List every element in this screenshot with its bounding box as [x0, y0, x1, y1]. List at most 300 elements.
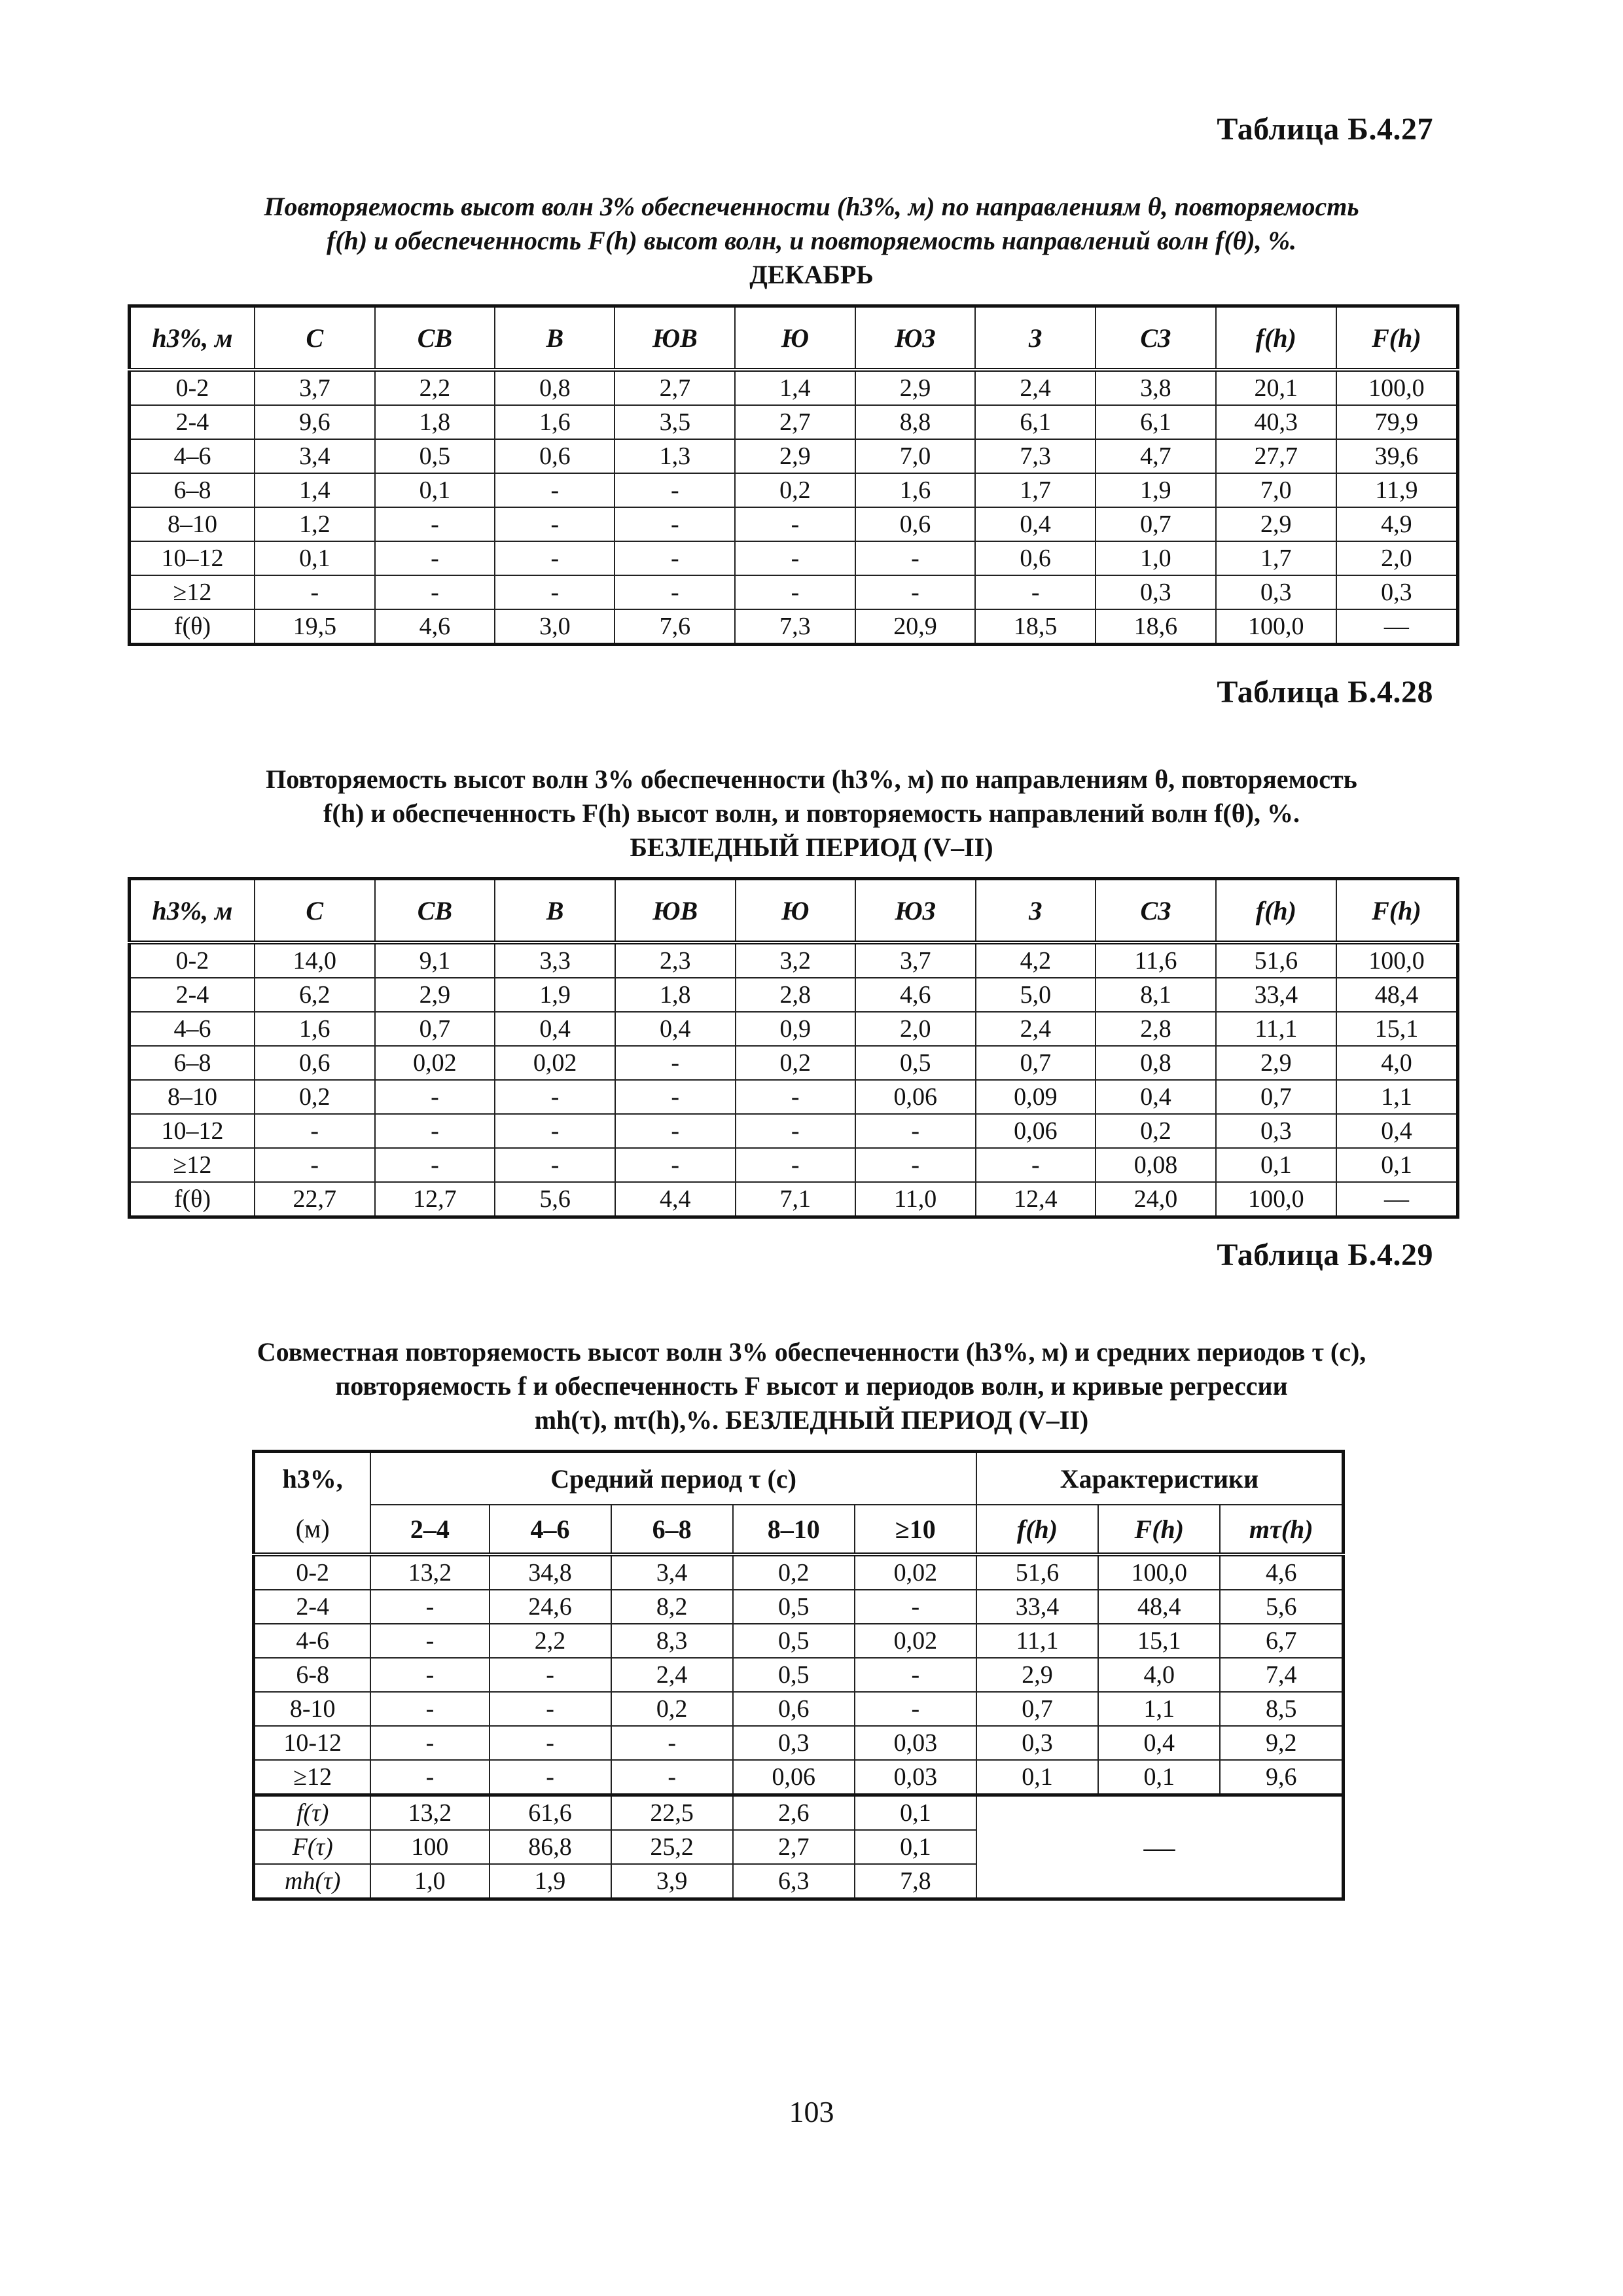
table-cell: -	[490, 1658, 611, 1692]
caption-line-1: Повторяемость высот волн 3% обеспеченности (h3%, м) по направлениям θ, повторяемость	[266, 764, 1357, 794]
table-cell: 0,3	[1336, 575, 1458, 609]
column-header: СВ	[375, 306, 495, 370]
table-cell: -	[855, 1590, 976, 1624]
table-cell: -	[370, 1590, 489, 1624]
table-cell: 9,2	[1220, 1726, 1343, 1760]
table-cell: -	[615, 1080, 736, 1114]
row-header: 8–10	[130, 1080, 255, 1114]
table-cell: -	[375, 1080, 495, 1114]
row-header: ≥12	[130, 1148, 255, 1182]
table-b427	[128, 304, 1459, 646]
table-cell: -	[975, 575, 1096, 609]
table-row	[254, 1726, 1344, 1760]
table-cell: -	[615, 1046, 736, 1080]
table-cell: 7,8	[855, 1864, 976, 1899]
table-caption-b428	[131, 762, 1492, 865]
table-cell: 1,2	[255, 507, 375, 541]
table-cell: 1,3	[615, 439, 735, 473]
table-cell: 19,5	[255, 609, 375, 645]
row-header: 4–6	[130, 439, 255, 473]
row-header: 2-4	[130, 405, 255, 439]
row-header: 0-2	[254, 1554, 371, 1590]
table-cell: —	[1336, 609, 1458, 645]
table-cell: 7,0	[1216, 473, 1336, 507]
table-cell: 1,9	[1096, 473, 1216, 507]
row-header: 6–8	[130, 1046, 255, 1080]
table-cell: 100,0	[1336, 942, 1458, 978]
table-cell: -	[615, 1148, 736, 1182]
table-cell: 5,6	[1220, 1590, 1343, 1624]
table-cell: -	[855, 575, 976, 609]
table-cell: -	[976, 1148, 1096, 1182]
column-header: ≥10	[855, 1505, 976, 1554]
table-cell: —	[1336, 1182, 1458, 1217]
table-cell: 2,2	[375, 370, 495, 405]
column-header: mτ(h)	[1220, 1505, 1343, 1554]
row-header: 2-4	[130, 978, 255, 1012]
table-header-row	[130, 306, 1458, 370]
table-cell: 2,0	[1336, 541, 1458, 575]
table-cell: 0,3	[1096, 575, 1216, 609]
table-cell: 2,8	[736, 978, 855, 1012]
table-cell: 2,4	[611, 1658, 733, 1692]
table-cell: -	[370, 1726, 489, 1760]
table-row	[130, 473, 1458, 507]
table-cell: 2,9	[735, 439, 855, 473]
column-header: f(h)	[1216, 306, 1336, 370]
table-cell: 0,3	[976, 1726, 1098, 1760]
table-cell: 0,6	[255, 1046, 375, 1080]
table-cell: 1,1	[1098, 1692, 1220, 1726]
table-cell: 5,6	[495, 1182, 615, 1217]
table-cell: 4,7	[1096, 439, 1216, 473]
caption-line-2: повторяемость f и обеспеченность F высот и периодов волн, и кривые регрессии	[335, 1371, 1288, 1401]
table-cell: -	[370, 1692, 489, 1726]
caption-line-2: f(h) и обеспеченность F(h) высот волн, и повторяемость направлений волн f(θ), %.	[323, 798, 1300, 828]
table-cell: 14,0	[255, 942, 375, 978]
table-cell: 1,4	[255, 473, 375, 507]
table-cell: -	[370, 1658, 489, 1692]
table-label-b428: Таблица Б.4.28	[1217, 675, 1433, 709]
table-label-b427: Таблица Б.4.27	[1217, 112, 1433, 147]
row-header: 0-2	[130, 942, 255, 978]
table-cell: -	[735, 507, 855, 541]
column-header: f(h)	[976, 1505, 1098, 1554]
table-cell: 2,3	[615, 942, 736, 978]
table-row	[130, 405, 1458, 439]
table-cell: -	[375, 541, 495, 575]
table-cell: 25,2	[611, 1830, 733, 1864]
table-cell: 12,7	[375, 1182, 495, 1217]
table-cell: -	[736, 1148, 855, 1182]
table-cell: 100,0	[1336, 370, 1458, 405]
header-group-period: Средний период τ (с)	[370, 1452, 976, 1505]
row-header: 2-4	[254, 1590, 371, 1624]
table-header-row	[130, 879, 1458, 943]
column-header: СВ	[375, 879, 495, 943]
table-cell: 5,0	[976, 978, 1096, 1012]
table-cell: -	[255, 1148, 375, 1182]
table-cell: 0,1	[1336, 1148, 1458, 1182]
table-cell: 3,5	[615, 405, 735, 439]
table-cell: 4,6	[375, 609, 495, 645]
table-cell: 0,4	[495, 1012, 615, 1046]
table-cell: 48,4	[1098, 1590, 1220, 1624]
row-header: 8-10	[254, 1692, 371, 1726]
table-cell: -	[255, 575, 375, 609]
table-caption-b429	[131, 1335, 1492, 1437]
table-cell: 3,9	[611, 1864, 733, 1899]
header-h: h3%,	[254, 1452, 371, 1505]
table-cell: 0,4	[615, 1012, 736, 1046]
table-cell: 7,3	[975, 439, 1096, 473]
row-header: 10-12	[254, 1726, 371, 1760]
column-header: ЮЗ	[855, 306, 976, 370]
table-cell: 22,7	[255, 1182, 375, 1217]
table-group-header-row	[254, 1452, 1344, 1505]
table-cell: 1,8	[615, 978, 736, 1012]
table-cell: 2,9	[1216, 1046, 1336, 1080]
column-header: З	[976, 879, 1096, 943]
table-cell: 3,3	[495, 942, 615, 978]
table-cell: -	[375, 507, 495, 541]
table-cell: 1,6	[855, 473, 976, 507]
table-row	[130, 1046, 1458, 1080]
table-cell: -	[370, 1624, 489, 1658]
table-cell: 11,1	[1216, 1012, 1336, 1046]
table-cell: 6,3	[733, 1864, 855, 1899]
table-cell: 0,2	[1096, 1114, 1216, 1148]
table-cell: 0,03	[855, 1726, 976, 1760]
table-cell: 1,9	[490, 1864, 611, 1899]
table-cell: 3,7	[255, 370, 375, 405]
table-row	[130, 1182, 1458, 1217]
table-cell: 4,6	[1220, 1554, 1343, 1590]
table-cell: 6,7	[1220, 1624, 1343, 1658]
table-caption-b427	[131, 190, 1492, 292]
table-cell: 2,7	[615, 370, 735, 405]
table-cell: -	[495, 575, 615, 609]
table-cell: -	[735, 541, 855, 575]
table-cell: 0,2	[733, 1554, 855, 1590]
column-header: h3%, м	[130, 879, 255, 943]
row-header: 4-6	[254, 1624, 371, 1658]
table-cell: 6,1	[1096, 405, 1216, 439]
table-cell: 2,9	[375, 978, 495, 1012]
table-cell: 12,4	[976, 1182, 1096, 1217]
table-cell: 79,9	[1336, 405, 1458, 439]
table-cell: 0,09	[976, 1080, 1096, 1114]
row-header: 10–12	[130, 541, 255, 575]
table-cell: 100	[370, 1830, 489, 1864]
table-cell: -	[255, 1114, 375, 1148]
table-cell: 1,8	[375, 405, 495, 439]
table-cell: 0,3	[1216, 1114, 1336, 1148]
table-cell: 2,6	[733, 1795, 855, 1831]
table-cell: 33,4	[976, 1590, 1098, 1624]
table-cell: -	[615, 473, 735, 507]
table-cell: 1,1	[1336, 1080, 1458, 1114]
caption-line-2: f(h) и обеспеченность F(h) высот волн, и повторяемость направлений волн f(θ), %.	[326, 226, 1297, 255]
table-cell: 3,4	[255, 439, 375, 473]
table-cell: 86,8	[490, 1830, 611, 1864]
table-row	[254, 1692, 1344, 1726]
table-cell: 4,0	[1098, 1658, 1220, 1692]
table-cell: 0,5	[375, 439, 495, 473]
table-row	[254, 1554, 1344, 1590]
table-cell: 3,7	[855, 942, 976, 978]
table-cell: 3,0	[495, 609, 615, 645]
table-cell: -	[375, 1148, 495, 1182]
column-header: ЮЗ	[855, 879, 976, 943]
table-cell: 0,02	[375, 1046, 495, 1080]
table-cell: 3,8	[1096, 370, 1216, 405]
table-cell: -	[495, 541, 615, 575]
table-cell: -	[855, 1658, 976, 1692]
table-cell: -	[495, 1148, 615, 1182]
table-cell: 15,1	[1336, 1012, 1458, 1046]
caption-line-3: mh(τ), mτ(h),%. БЕЗЛЕДНЫЙ ПЕРИОД (V–II)	[534, 1405, 1089, 1435]
table-row	[254, 1590, 1344, 1624]
table-cell: 1,6	[495, 405, 615, 439]
column-header: h3%, м	[130, 306, 255, 370]
table-cell: 51,6	[1216, 942, 1336, 978]
table-row	[130, 978, 1458, 1012]
table-cell: 9,6	[255, 405, 375, 439]
table-row	[130, 439, 1458, 473]
table-row	[130, 942, 1458, 978]
table-cell: 13,2	[370, 1795, 489, 1831]
column-header: 2–4	[370, 1505, 489, 1554]
table-cell: 7,1	[736, 1182, 855, 1217]
table-cell: 24,6	[490, 1590, 611, 1624]
table-cell: 0,1	[1216, 1148, 1336, 1182]
table-cell: 0,08	[1096, 1148, 1216, 1182]
table-cell: 22,5	[611, 1795, 733, 1831]
table-cell: 0,2	[736, 1046, 855, 1080]
table-cell: 4,2	[976, 942, 1096, 978]
table-cell: 0,6	[495, 439, 615, 473]
table-cell: 51,6	[976, 1554, 1098, 1590]
summary-row	[254, 1795, 1344, 1831]
row-header: 6-8	[254, 1658, 371, 1692]
table-cell: 11,1	[976, 1624, 1098, 1658]
table-cell: 7,0	[855, 439, 976, 473]
table-cell: 4,6	[855, 978, 976, 1012]
table-cell: 0,1	[255, 541, 375, 575]
table-cell: 1,0	[1096, 541, 1216, 575]
table-cell: -	[370, 1760, 489, 1795]
table-cell: 0,7	[1216, 1080, 1336, 1114]
column-header: 8–10	[733, 1505, 855, 1554]
caption-line-1: Совместная повторяемость высот волн 3% обеспеченности (h3%, м) и средних периодов τ (с),	[257, 1337, 1366, 1367]
row-header: 6–8	[130, 473, 255, 507]
table-cell: 0,4	[975, 507, 1096, 541]
table-cell: 0,06	[855, 1080, 976, 1114]
table-cell: -	[855, 1692, 976, 1726]
table-row	[130, 1114, 1458, 1148]
table-cell: 0,5	[733, 1590, 855, 1624]
table-cell: 1,6	[255, 1012, 375, 1046]
table-row	[130, 507, 1458, 541]
table-cell: 11,0	[855, 1182, 976, 1217]
table-cell: 2,9	[855, 370, 976, 405]
table-cell: 0,1	[1098, 1760, 1220, 1795]
table-cell: -	[495, 1114, 615, 1148]
table-cell: 0,5	[733, 1624, 855, 1658]
table-row	[130, 1012, 1458, 1046]
table-cell: 0,03	[855, 1760, 976, 1795]
table-cell: -	[855, 1148, 976, 1182]
table-cell: 9,1	[375, 942, 495, 978]
table-b429	[252, 1450, 1345, 1901]
table-cell: 2,0	[855, 1012, 976, 1046]
table-cell: 0,1	[375, 473, 495, 507]
table-cell: 4,9	[1336, 507, 1458, 541]
row-header: f(θ)	[130, 609, 255, 645]
column-header: З	[975, 306, 1096, 370]
row-header: 4–6	[130, 1012, 255, 1046]
table-row	[254, 1658, 1344, 1692]
table-cell: 0,4	[1336, 1114, 1458, 1148]
table-cell: -	[735, 575, 855, 609]
table-cell: -	[615, 575, 735, 609]
row-header: 10–12	[130, 1114, 255, 1148]
table-cell: 15,1	[1098, 1624, 1220, 1658]
column-header: F(h)	[1336, 879, 1458, 943]
table-cell: 0,6	[975, 541, 1096, 575]
table-cell: 1,9	[495, 978, 615, 1012]
table-cell: 8,1	[1096, 978, 1216, 1012]
table-cell: 0,1	[976, 1760, 1098, 1795]
column-header: 6–8	[611, 1505, 733, 1554]
table-cell: 100,0	[1216, 609, 1336, 645]
row-header: 0-2	[130, 370, 255, 405]
table-cell: 6,1	[975, 405, 1096, 439]
table-b428	[128, 877, 1459, 1219]
table-label-b429: Таблица Б.4.29	[1217, 1238, 1433, 1272]
table-row	[130, 1148, 1458, 1182]
column-header: f(h)	[1216, 879, 1336, 943]
table-row	[130, 575, 1458, 609]
column-header: СЗ	[1096, 879, 1216, 943]
table-sub-header-row	[254, 1505, 1344, 1554]
table-cell: 61,6	[490, 1795, 611, 1831]
table-row	[130, 541, 1458, 575]
table-cell: 100,0	[1098, 1554, 1220, 1590]
column-header: F(h)	[1098, 1505, 1220, 1554]
table-cell: 9,6	[1220, 1760, 1343, 1795]
column-header: Ю	[735, 306, 855, 370]
table-cell: 24,0	[1096, 1182, 1216, 1217]
table-cell: -	[736, 1114, 855, 1148]
column-header: F(h)	[1336, 306, 1458, 370]
table-cell: 7,3	[735, 609, 855, 645]
table-cell: 20,1	[1216, 370, 1336, 405]
table-cell: 0,4	[1096, 1080, 1216, 1114]
table-cell: -	[490, 1726, 611, 1760]
table-cell: 2,4	[976, 1012, 1096, 1046]
table-cell: 0,7	[976, 1046, 1096, 1080]
page-number: 103	[789, 2095, 834, 2128]
column-header: В	[495, 306, 615, 370]
caption-period: ДЕКАБРЬ	[749, 260, 874, 289]
table-cell: -	[495, 1080, 615, 1114]
column-header: 4–6	[490, 1505, 611, 1554]
table-cell: 0,8	[495, 370, 615, 405]
table-row	[130, 1080, 1458, 1114]
row-header: f(τ)	[254, 1795, 371, 1831]
column-header: С	[255, 306, 375, 370]
table-cell: 2,8	[1096, 1012, 1216, 1046]
row-header: ≥12	[130, 575, 255, 609]
table-cell: -	[490, 1692, 611, 1726]
table-cell: 100,0	[1216, 1182, 1336, 1217]
table-cell: -	[495, 507, 615, 541]
table-cell: 0,06	[976, 1114, 1096, 1148]
table-cell: 0,3	[733, 1726, 855, 1760]
table-cell: -	[855, 1114, 976, 1148]
table-cell: 8,8	[855, 405, 976, 439]
table-cell: 0,02	[855, 1554, 976, 1590]
table-cell: 27,7	[1216, 439, 1336, 473]
table-cell: 2,7	[735, 405, 855, 439]
table-cell: 8,3	[611, 1624, 733, 1658]
column-header: В	[495, 879, 615, 943]
table-cell: -	[736, 1080, 855, 1114]
table-cell: -	[611, 1726, 733, 1760]
table-cell: 0,02	[855, 1624, 976, 1658]
table-cell: -	[375, 575, 495, 609]
table-cell: 0,1	[855, 1830, 976, 1864]
table-cell: 4,0	[1336, 1046, 1458, 1080]
row-header: mh(τ)	[254, 1864, 371, 1899]
table-cell: 0,1	[855, 1795, 976, 1831]
table-cell: 13,2	[370, 1554, 489, 1590]
table-cell: 0,6	[733, 1692, 855, 1726]
table-cell: 0,3	[1216, 575, 1336, 609]
table-cell: -	[615, 507, 735, 541]
table-cell: 0,9	[736, 1012, 855, 1046]
column-header: С	[255, 879, 375, 943]
table-cell: 33,4	[1216, 978, 1336, 1012]
table-row	[254, 1624, 1344, 1658]
table-cell: 20,9	[855, 609, 976, 645]
table-cell: -	[490, 1760, 611, 1795]
table-cell: 0,7	[976, 1692, 1098, 1726]
table-cell: 1,0	[370, 1864, 489, 1899]
table-cell: 11,9	[1336, 473, 1458, 507]
table-cell: -	[615, 1114, 736, 1148]
table-cell: 1,7	[1216, 541, 1336, 575]
table-cell: 34,8	[490, 1554, 611, 1590]
header-unit: (м)	[254, 1505, 371, 1554]
table-cell: 2,4	[975, 370, 1096, 405]
table-cell: 3,4	[611, 1554, 733, 1590]
column-header: ЮВ	[615, 306, 735, 370]
table-cell: 7,4	[1220, 1658, 1343, 1692]
summary-dash-cell: —	[976, 1795, 1344, 1899]
table-cell: 3,2	[736, 942, 855, 978]
table-cell: 0,4	[1098, 1726, 1220, 1760]
table-cell: 0,06	[733, 1760, 855, 1795]
table-cell: 40,3	[1216, 405, 1336, 439]
table-cell: 4,4	[615, 1182, 736, 1217]
table-cell: 7,6	[615, 609, 735, 645]
table-cell: 0,5	[733, 1658, 855, 1692]
table-cell: 11,6	[1096, 942, 1216, 978]
row-header: 8–10	[130, 507, 255, 541]
